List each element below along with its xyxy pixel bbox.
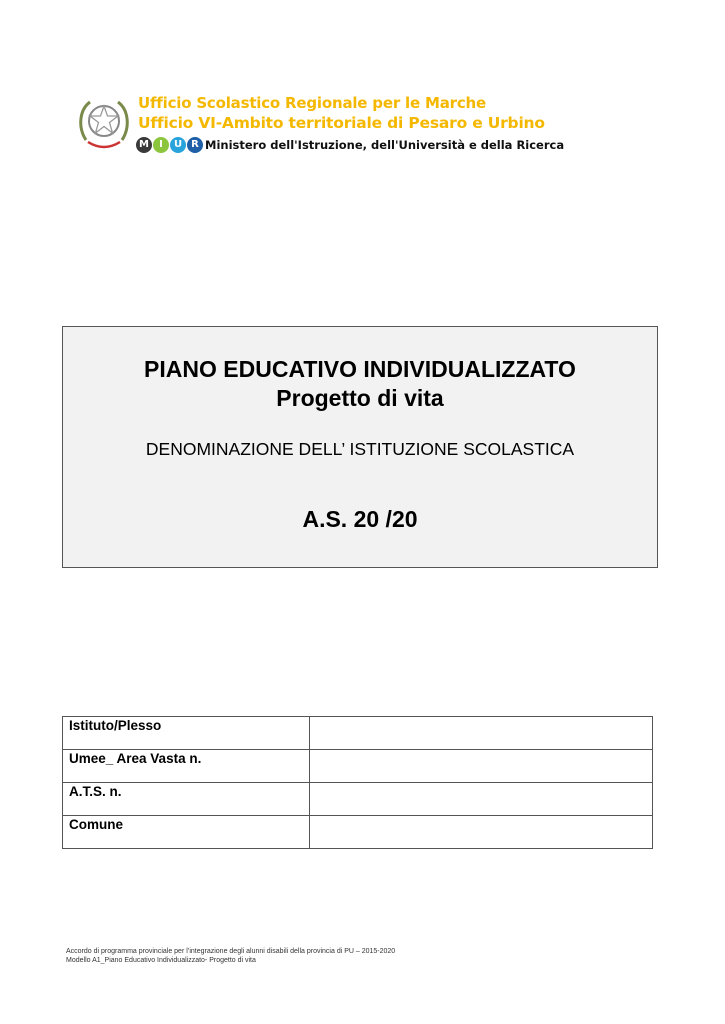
- miur-logo: [136, 137, 204, 155]
- footer: [66, 947, 395, 965]
- row-value[interactable]: [310, 816, 653, 849]
- row-label: Umee_ Area Vasta n.: [63, 750, 310, 783]
- ministry-name: Ministero dell'Istruzione, dell'Università e della Ricerca: [205, 138, 565, 152]
- row-label: Comune: [63, 816, 310, 849]
- logo-letter: U: [170, 137, 186, 153]
- table-row: [63, 783, 653, 816]
- school-year: A.S. 20 /20: [302, 506, 418, 532]
- institution-name: DENOMINAZIONE DELL’ ISTITUZIONE SCOLASTICA: [145, 439, 575, 459]
- office-territorial-title: Ufficio VI-Ambito territoriale di Pesaro e Urbino: [138, 114, 545, 132]
- row-value[interactable]: [310, 717, 653, 750]
- office-regional-title: Ufficio Scolastico Regionale per le Marche: [138, 94, 486, 112]
- title-box: [62, 326, 658, 568]
- footer-line: Modello A1_Piano Educativo Individualizzato- Progetto di vita: [66, 957, 256, 964]
- logo-letter: I: [153, 137, 169, 153]
- table-row: [63, 717, 653, 750]
- logo-letter: M: [136, 137, 152, 153]
- italian-republic-emblem-icon: [76, 94, 132, 154]
- row-label: A.T.S. n.: [63, 783, 310, 816]
- document-subtitle: Progetto di vita: [276, 385, 444, 411]
- row-value[interactable]: [310, 750, 653, 783]
- document-title: PIANO EDUCATIVO INDIVIDUALIZZATO: [144, 356, 576, 382]
- table-row: [63, 750, 653, 783]
- row-label: Istituto/Plesso: [63, 717, 310, 750]
- logo-letter: R: [187, 137, 203, 153]
- footer-line: Accordo di programma provinciale per l’integrazione degli alunni disabili della provincia di PU – 2015-2020: [66, 948, 396, 955]
- info-table: [62, 716, 653, 849]
- row-value[interactable]: [310, 783, 653, 816]
- table-row: [63, 816, 653, 849]
